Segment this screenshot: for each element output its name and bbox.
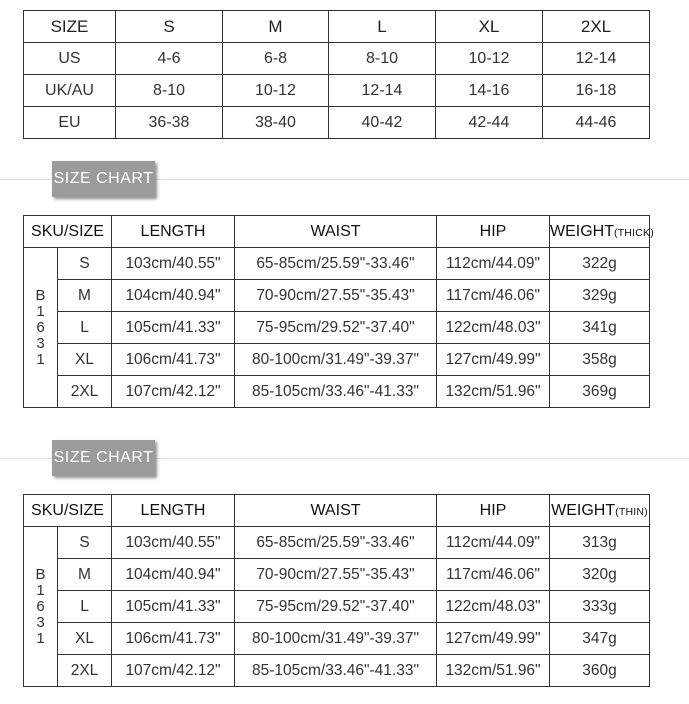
sku-code: B1631 <box>35 565 46 647</box>
waist-cell: 80-100cm/31.49"-39.37" <box>235 623 437 655</box>
length-header: LENGTH <box>112 216 235 248</box>
length-cell: 103cm/40.55" <box>112 248 235 280</box>
sku-cell <box>24 527 58 687</box>
hip-header: HIP <box>437 216 550 248</box>
table-cell: 4-6 <box>116 43 223 75</box>
table-cell: 12-14 <box>329 75 436 107</box>
length-cell: 106cm/41.73" <box>112 344 235 376</box>
waist-cell: 70-90cm/27.55"-35.43" <box>235 280 437 312</box>
weight-cell: 329g <box>550 280 650 312</box>
region-cell: US <box>24 43 116 75</box>
size-chart-tag: SIZE CHART <box>52 440 155 476</box>
table-row <box>24 248 650 280</box>
weight-cell: 341g <box>550 312 650 344</box>
table-row <box>24 107 650 139</box>
table-row <box>24 527 650 559</box>
weight-header <box>550 216 654 248</box>
hip-cell: 122cm/48.03" <box>437 312 550 344</box>
size-cell: XL <box>58 344 112 376</box>
sku-size-header: SKU/SIZE <box>24 495 112 527</box>
table-cell: 10-12 <box>223 75 329 107</box>
hip-cell: 127cm/49.99" <box>437 344 550 376</box>
table-cell: 16-18 <box>543 75 650 107</box>
table-row <box>24 623 650 655</box>
waist-cell: 80-100cm/31.49"-39.37" <box>235 344 437 376</box>
hip-cell: 117cm/46.06" <box>437 559 550 591</box>
table-row <box>24 376 650 408</box>
hip-cell: 127cm/49.99" <box>437 623 550 655</box>
weight-label: WEIGHT <box>550 222 614 240</box>
weight-cell: 358g <box>550 344 650 376</box>
waist-header: WAIST <box>235 216 437 248</box>
waist-cell: 65-85cm/25.59"-33.46" <box>235 527 437 559</box>
weight-cell: 347g <box>550 623 650 655</box>
header-cell: M <box>223 11 329 43</box>
weight-header <box>550 495 650 527</box>
measurement-table-thick <box>23 215 654 408</box>
table-row <box>24 655 650 687</box>
hip-cell: 122cm/48.03" <box>437 591 550 623</box>
header-cell: SIZE <box>24 11 116 43</box>
size-chart-tag: SIZE CHART <box>52 161 155 197</box>
table-cell: 14-16 <box>436 75 543 107</box>
header-cell: L <box>329 11 436 43</box>
hip-cell: 132cm/51.96" <box>437 376 550 408</box>
waist-header: WAIST <box>235 495 437 527</box>
waist-cell: 85-105cm/33.46"-41.33" <box>235 655 437 687</box>
table-cell: 40-42 <box>329 107 436 139</box>
hip-cell: 112cm/44.09" <box>437 248 550 280</box>
header-cell: XL <box>436 11 543 43</box>
table-header-row <box>24 216 650 248</box>
length-cell: 103cm/40.55" <box>112 527 235 559</box>
table-cell: 44-46 <box>543 107 650 139</box>
length-cell: 107cm/42.12" <box>112 655 235 687</box>
length-cell: 107cm/42.12" <box>112 376 235 408</box>
waist-cell: 75-95cm/29.52"-37.40" <box>235 312 437 344</box>
region-cell: UK/AU <box>24 75 116 107</box>
header-cell: S <box>116 11 223 43</box>
hip-cell: 132cm/51.96" <box>437 655 550 687</box>
weight-cell: 360g <box>550 655 650 687</box>
header-cell: 2XL <box>543 11 650 43</box>
table-cell: 8-10 <box>116 75 223 107</box>
size-cell: L <box>58 591 112 623</box>
waist-cell: 85-105cm/33.46"-41.33" <box>235 376 437 408</box>
table-cell: 6-8 <box>223 43 329 75</box>
weight-note: (THICK) <box>614 226 654 239</box>
waist-cell: 75-95cm/29.52"-37.40" <box>235 591 437 623</box>
size-cell: M <box>58 280 112 312</box>
size-cell: M <box>58 559 112 591</box>
table-header-row <box>24 11 650 43</box>
table-cell: 12-14 <box>543 43 650 75</box>
weight-cell: 369g <box>550 376 650 408</box>
size-cell: S <box>58 527 112 559</box>
region-cell: EU <box>24 107 116 139</box>
table-cell: 8-10 <box>329 43 436 75</box>
size-cell: S <box>58 248 112 280</box>
size-cell: L <box>58 312 112 344</box>
size-conversion-table <box>23 10 650 139</box>
hip-cell: 112cm/44.09" <box>437 527 550 559</box>
table-row <box>24 559 650 591</box>
waist-cell: 70-90cm/27.55"-35.43" <box>235 559 437 591</box>
hip-cell: 117cm/46.06" <box>437 280 550 312</box>
table-header-row <box>24 495 650 527</box>
length-cell: 104cm/40.94" <box>112 559 235 591</box>
table-row <box>24 312 650 344</box>
table-row <box>24 43 650 75</box>
weight-cell: 333g <box>550 591 650 623</box>
size-cell: 2XL <box>58 655 112 687</box>
sku-code: B1631 <box>35 286 46 368</box>
length-cell: 104cm/40.94" <box>112 280 235 312</box>
table-cell: 36-38 <box>116 107 223 139</box>
weight-cell: 313g <box>550 527 650 559</box>
size-chart-banner <box>0 157 689 201</box>
length-cell: 105cm/41.33" <box>112 591 235 623</box>
table-cell: 42-44 <box>436 107 543 139</box>
size-cell: XL <box>58 623 112 655</box>
measurement-table-thin <box>23 494 650 687</box>
table-row <box>24 75 650 107</box>
length-cell: 106cm/41.73" <box>112 623 235 655</box>
length-cell: 105cm/41.33" <box>112 312 235 344</box>
size-chart-banner <box>0 436 689 480</box>
sku-cell <box>24 248 58 408</box>
hip-header: HIP <box>437 495 550 527</box>
table-cell: 10-12 <box>436 43 543 75</box>
table-row <box>24 591 650 623</box>
table-cell: 38-40 <box>223 107 329 139</box>
table-row <box>24 280 650 312</box>
length-header: LENGTH <box>112 495 235 527</box>
table-row <box>24 344 650 376</box>
sku-size-header: SKU/SIZE <box>24 216 112 248</box>
weight-note: (THIN) <box>615 505 648 518</box>
weight-cell: 322g <box>550 248 650 280</box>
size-cell: 2XL <box>58 376 112 408</box>
weight-label: WEIGHT <box>551 501 616 519</box>
weight-cell: 320g <box>550 559 650 591</box>
waist-cell: 65-85cm/25.59"-33.46" <box>235 248 437 280</box>
